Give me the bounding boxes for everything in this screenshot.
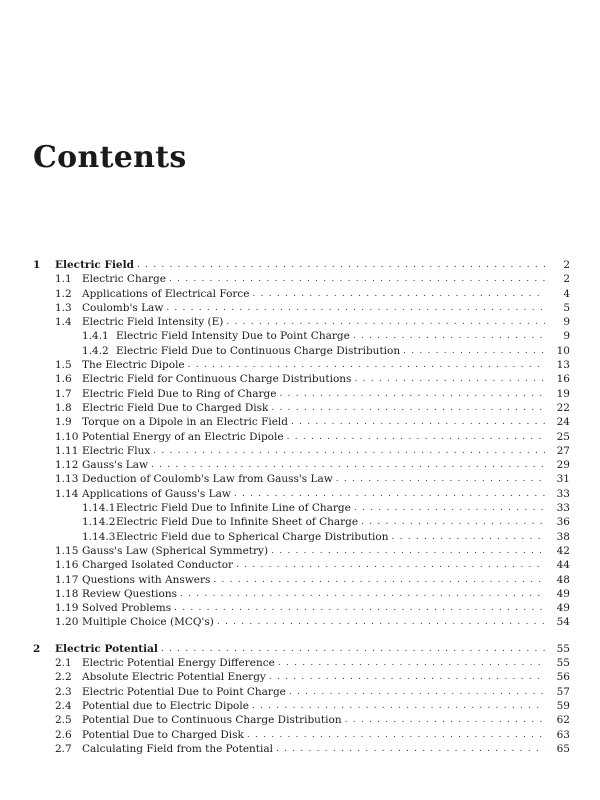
toc-entry-page: 49 <box>556 587 570 600</box>
toc-entry-page: 63 <box>556 728 570 741</box>
toc-entry-title: Electric Field Due to Infinite Line of Charge <box>116 502 351 515</box>
toc-entry-title: Electric Field Due to Infinite Sheet of Charge <box>116 516 359 529</box>
toc-entry-number: 1.1 <box>55 273 72 286</box>
toc-entry-page: 42 <box>556 544 570 557</box>
toc-section-entry[interactable] <box>33 670 570 684</box>
toc-entry-number: 1.14.3 <box>82 530 116 543</box>
dot-leader <box>161 642 545 656</box>
toc-entry-page: 33 <box>556 502 570 515</box>
dot-leader <box>153 444 545 458</box>
toc-entry-number: 2.6 <box>55 728 72 741</box>
toc-entry-title: Gauss's Law <box>82 459 149 472</box>
dot-leader <box>174 601 545 615</box>
toc-entry-title: Potential Due to Continuous Charge Distribution <box>82 714 342 727</box>
toc-entry-number: 2.2 <box>55 671 72 684</box>
toc-entry-number: 1.20 <box>55 616 79 629</box>
toc-entry-page: 44 <box>556 559 570 572</box>
toc-section-entry[interactable] <box>33 372 570 386</box>
toc-entry-number: 2.4 <box>55 699 72 712</box>
dot-leader <box>403 344 545 358</box>
toc-chapter-heading[interactable] <box>33 642 570 656</box>
toc-entry-page: 65 <box>556 742 570 755</box>
toc-entry-title: Electric Field <box>55 259 134 271</box>
dot-leader <box>289 685 545 699</box>
toc-entry-page: 62 <box>556 714 570 727</box>
toc-entry-title: Applications of Gauss's Law <box>82 487 231 500</box>
toc-entry-number: 1.11 <box>55 444 79 457</box>
toc-entry-number: 2.3 <box>55 685 72 698</box>
dot-leader <box>291 415 545 429</box>
toc-entry-title: Coulomb's Law <box>82 301 164 314</box>
toc-entry-number: 1.4.2 <box>82 344 109 357</box>
toc-entry-page: 48 <box>556 573 570 586</box>
toc-entry-page: 31 <box>556 473 570 486</box>
toc-entry-page: 13 <box>556 359 570 372</box>
toc-entry-number: 1.5 <box>55 359 72 372</box>
toc-entry-title: Charged Isolated Conductor <box>82 559 234 572</box>
toc-section-entry[interactable] <box>33 544 570 558</box>
toc-entry-title: Gauss's Law (Spherical Symmetry) <box>82 544 269 557</box>
toc-entry-title: Potential due to Electric Dipole <box>82 699 249 712</box>
toc-section-entry[interactable] <box>33 458 570 472</box>
toc-entry-page: 33 <box>556 487 570 500</box>
toc-section-entry[interactable] <box>33 656 570 670</box>
dot-leader <box>345 713 545 727</box>
toc-section-entry[interactable] <box>33 472 570 486</box>
dot-leader <box>137 258 545 272</box>
toc-entry-title: Questions with Answers <box>82 573 211 586</box>
dot-leader <box>271 544 545 558</box>
toc-entry-title: Electric Field Due to Ring of Charge <box>82 387 277 400</box>
toc-subsection-entry[interactable] <box>33 329 570 343</box>
toc-entry-page: 27 <box>556 444 570 457</box>
toc-entry-title: Review Questions <box>82 587 177 600</box>
toc-section-entry[interactable] <box>33 699 570 713</box>
toc-entry-number: 2.7 <box>55 742 72 755</box>
toc-entry-number: 1.9 <box>55 416 72 429</box>
toc-entry-number: 2 <box>33 642 41 655</box>
table-of-contents <box>33 258 570 768</box>
toc-entry-title: Potential Energy of an Electric Dipole <box>82 430 284 443</box>
toc-entry-number: 1.14.1 <box>82 502 116 515</box>
dot-leader <box>236 558 545 572</box>
toc-entry-number: 1 <box>33 259 41 271</box>
toc-entry-page: 24 <box>556 416 570 429</box>
dot-leader <box>354 501 545 515</box>
toc-chapter <box>33 642 570 756</box>
dot-leader <box>188 358 545 372</box>
toc-entry-title: Electric Field Due to Continuous Charge Distribution <box>116 344 401 357</box>
toc-entry-number: 1.4.1 <box>82 330 109 343</box>
toc-entry-page: 9 <box>563 330 570 343</box>
dot-leader <box>287 430 545 444</box>
toc-entry-page: 54 <box>556 616 570 629</box>
dot-leader <box>180 587 545 601</box>
toc-entry-title: The Electric Dipole <box>82 359 185 372</box>
toc-subsection-entry[interactable] <box>33 530 570 544</box>
toc-section-entry[interactable] <box>33 387 570 401</box>
toc-section-entry[interactable] <box>33 558 570 572</box>
page-title: Contents <box>33 140 187 175</box>
toc-section-entry[interactable] <box>33 573 570 587</box>
toc-entry-page: 2 <box>563 259 570 271</box>
toc-section-entry[interactable] <box>33 444 570 458</box>
toc-entry-title: Electric Field Intensity (E) <box>82 316 224 329</box>
toc-section-entry[interactable] <box>33 713 570 727</box>
toc-entry-title: Absolute Electric Potential Energy <box>82 671 266 684</box>
dot-leader <box>226 315 545 329</box>
toc-entry-title: Electric Field due to Spherical Charge Distribution <box>116 530 389 543</box>
toc-entry-number: 1.14 <box>55 487 79 500</box>
toc-section-entry[interactable] <box>33 358 570 372</box>
toc-entry-title: Calculating Field from the Potential <box>82 742 273 755</box>
toc-section-entry[interactable] <box>33 287 570 301</box>
dot-leader <box>269 670 545 684</box>
toc-section-entry[interactable] <box>33 415 570 429</box>
dot-leader <box>391 530 545 544</box>
toc-entry-number: 1.12 <box>55 459 79 472</box>
toc-entry-number: 1.19 <box>55 602 79 615</box>
toc-entry-number: 1.4 <box>55 316 72 329</box>
toc-entry-title: Electric Field Due to Charged Disk <box>82 401 269 414</box>
toc-section-entry[interactable] <box>33 272 570 286</box>
toc-entry-number: 1.7 <box>55 387 72 400</box>
toc-entry-page: 2 <box>563 273 570 286</box>
dot-leader <box>336 472 545 486</box>
toc-entry-page: 19 <box>556 387 570 400</box>
toc-entry-number: 2.1 <box>55 657 72 670</box>
toc-entry-number: 1.18 <box>55 587 79 600</box>
dot-leader <box>252 699 545 713</box>
dot-leader <box>353 329 545 343</box>
toc-entry-number: 1.6 <box>55 373 72 386</box>
toc-entry-title: Electric Charge <box>82 273 166 286</box>
toc-entry-number: 1.13 <box>55 473 79 486</box>
toc-section-entry[interactable] <box>33 742 570 756</box>
toc-entry-page: 57 <box>556 685 570 698</box>
toc-entry-page: 56 <box>556 671 570 684</box>
toc-entry-number: 1.10 <box>55 430 79 443</box>
dot-leader <box>278 656 545 670</box>
toc-entry-number: 1.14.2 <box>82 516 116 529</box>
toc-entry-title: Applications of Electrical Force <box>82 287 250 300</box>
toc-entry-title: Electric Potential <box>55 642 158 655</box>
toc-entry-title: Solved Problems <box>82 602 172 615</box>
toc-entry-title: Potential Due to Charged Disk <box>82 728 244 741</box>
dot-leader <box>253 287 545 301</box>
toc-section-entry[interactable] <box>33 401 570 415</box>
dot-leader <box>271 401 545 415</box>
toc-section-entry[interactable] <box>33 615 570 629</box>
dot-leader <box>169 272 545 286</box>
toc-entry-page: 10 <box>556 344 570 357</box>
toc-entry-title: Electric Field for Continuous Charge Distributions <box>82 373 352 386</box>
toc-entry-title: Electric Flux <box>82 444 151 457</box>
toc-subsection-entry[interactable] <box>33 501 570 515</box>
toc-entry-number: 1.2 <box>55 287 72 300</box>
toc-section-entry[interactable] <box>33 315 570 329</box>
dot-leader <box>217 615 545 629</box>
toc-entry-page: 55 <box>556 657 570 670</box>
toc-entry-number: 1.16 <box>55 559 79 572</box>
toc-entry-page: 29 <box>556 459 570 472</box>
toc-section-entry[interactable] <box>33 728 570 742</box>
toc-entry-page: 22 <box>556 401 570 414</box>
toc-entry-title: Electric Potential Energy Difference <box>82 657 275 670</box>
toc-section-entry[interactable] <box>33 587 570 601</box>
dot-leader <box>279 387 545 401</box>
dot-leader <box>166 301 545 315</box>
toc-entry-page: 49 <box>556 602 570 615</box>
toc-entry-number: 1.17 <box>55 573 79 586</box>
toc-entry-number: 1.15 <box>55 544 79 557</box>
toc-entry-page: 59 <box>556 699 570 712</box>
toc-entry-title: Deduction of Coulomb's Law from Gauss's Law <box>82 473 333 486</box>
toc-entry-page: 9 <box>563 316 570 329</box>
dot-leader <box>276 742 545 756</box>
toc-subsection-entry[interactable] <box>33 344 570 358</box>
dot-leader <box>213 573 545 587</box>
dot-leader <box>151 458 545 472</box>
toc-section-entry[interactable] <box>33 685 570 699</box>
toc-section-entry[interactable] <box>33 487 570 501</box>
toc-entry-page: 5 <box>563 301 570 314</box>
dot-leader <box>361 515 545 529</box>
toc-section-entry[interactable] <box>33 430 570 444</box>
toc-entry-page: 16 <box>556 373 570 386</box>
toc-chapter <box>33 258 570 630</box>
toc-entry-page: 55 <box>556 642 570 655</box>
toc-section-entry[interactable] <box>33 301 570 315</box>
dot-leader <box>354 372 545 386</box>
toc-entry-title: Multiple Choice (MCQ's) <box>82 616 214 629</box>
toc-entry-page: 4 <box>563 287 570 300</box>
toc-entry-number: 1.3 <box>55 301 72 314</box>
toc-section-entry[interactable] <box>33 601 570 615</box>
toc-entry-title: Electric Potential Due to Point Charge <box>82 685 286 698</box>
toc-entry-page: 38 <box>556 530 570 543</box>
toc-entry-number: 1.8 <box>55 401 72 414</box>
toc-subsection-entry[interactable] <box>33 515 570 529</box>
toc-entry-page: 25 <box>556 430 570 443</box>
dot-leader <box>234 487 545 501</box>
dot-leader <box>247 728 545 742</box>
toc-entry-title: Torque on a Dipole in an Electric Field <box>82 416 289 429</box>
toc-chapter-heading[interactable] <box>33 258 570 272</box>
toc-entry-title: Electric Field Intensity Due to Point Charge <box>116 330 350 343</box>
toc-entry-page: 36 <box>556 516 570 529</box>
toc-entry-number: 2.5 <box>55 714 72 727</box>
